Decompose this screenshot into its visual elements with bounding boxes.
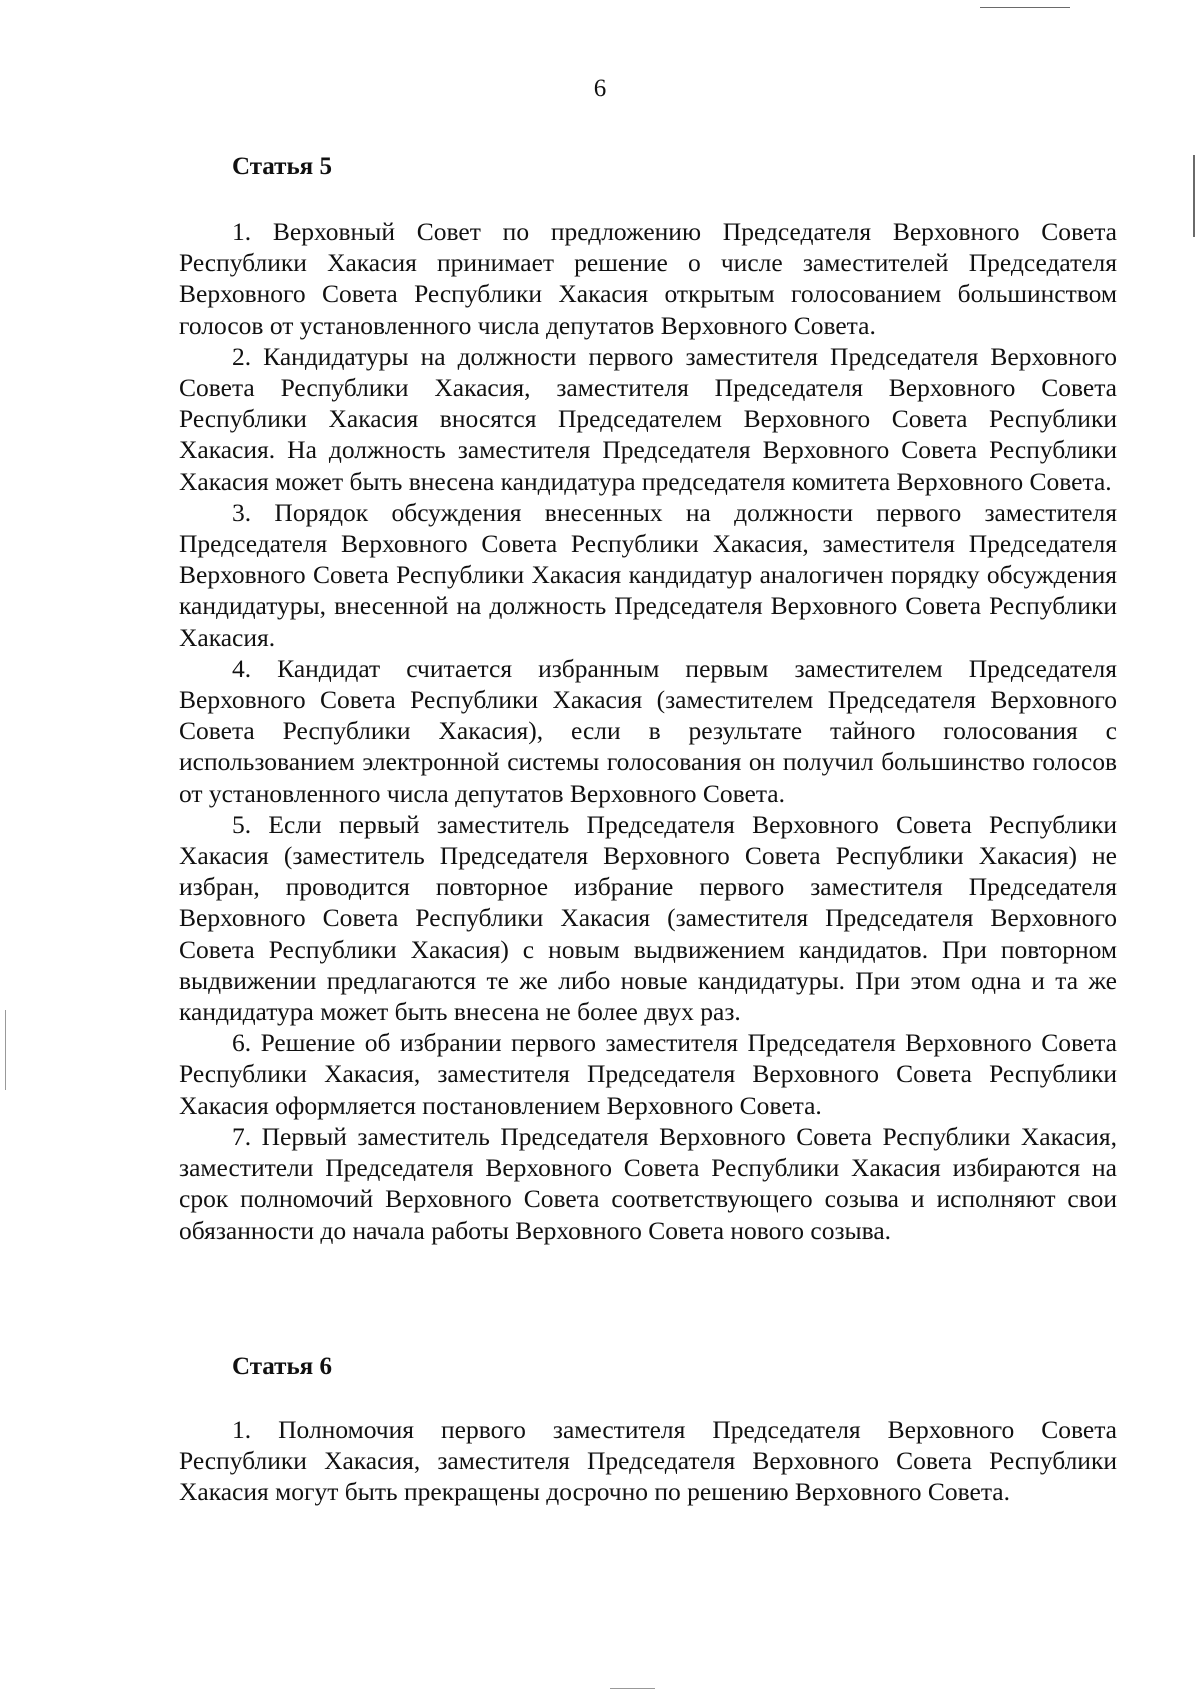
article-5-paragraph-5: 5. Если первый заместитель Председателя Верховного Совета Республики Хакасия (заместитель Председателя Верховного Совета Республики Хакасия) не избран, проводится повторное избрание первого заместителя Председателя Верховного Совета Республики Хакасия (заместителя Председателя Верховного Совета Республики Хакасия) с новым выдвижением кандидатов. При повторном выдвижении предлагаются те же либо новые кандидатуры. При этом одна и та же кандидатура может быть внесена не более двух раз. (179, 809, 1117, 1027)
scan-edge-line-top (980, 7, 1070, 8)
article-6-body (179, 1414, 1117, 1508)
article-5-paragraph-3: 3. Порядок обсуждения внесенных на должности первого заместителя Председателя Верховного Совета Республики Хакасия, заместителя Председателя Верховного Совета Республики Хакасия кандидатур аналогичен порядку обсуждения кандидатуры, внесенной на должность Председателя Верховного Совета Республики Хакасия. (179, 497, 1117, 652)
scan-edge-line-right (1193, 155, 1195, 237)
article-6-heading: Статья 6 (232, 1353, 332, 1380)
article-5-paragraph-2: 2. Кандидатуры на должности первого заместителя Председателя Верховного Совета Республики Хакасия, заместителя Председателя Верховного Совета Республики Хакасия вносятся Председателем Верховного Совета Республики Хакасия. На должность заместителя Председателя Верховного Совета Республики Хакасия может быть внесена кандидатура председателя комитета Верховного Совета. (179, 341, 1117, 496)
article-5-heading: Статья 5 (232, 153, 332, 180)
article-5-body (179, 216, 1117, 1246)
article-5-paragraph-6: 6. Решение об избрании первого заместителя Председателя Верховного Совета Республики Хакасия, заместителя Председателя Верховного Совета Республики Хакасия оформляется постановлением Верховного Совета. (179, 1028, 1117, 1120)
article-5-paragraph-7: 7. Первый заместитель Председателя Верховного Совета Республики Хакасия, заместители Председателя Верховного Совета Республики Хакасия избираются на срок полномочий Верховного Совета соответствующего созыва и исполняют свои обязанности до начала работы Верховного Совета нового созыва. (179, 1121, 1117, 1245)
article-5-paragraph-4: 4. Кандидат считается избранным первым заместителем Председателя Верховного Совета Республики Хакасия (заместителем Председателя Верховного Совета Республики Хакасия), если в результате тайного голосования с использованием электронной системы голосования он получил большинство голосов от установленного числа депутатов Верховного Совета. (179, 653, 1117, 808)
scan-edge-line-bottom (610, 1688, 655, 1689)
scan-edge-mark-left (5, 1010, 6, 1090)
page-number: 6 (593, 75, 607, 102)
article-6-paragraph-1: 1. Полномочия первого заместителя Председателя Верховного Совета Республики Хакасия, заместителя Председателя Верховного Совета Республики Хакасия могут быть прекращены досрочно по решению Верховного Совета. (179, 1415, 1117, 1507)
article-5-paragraph-1: 1. Верховный Совет по предложению Председателя Верховного Совета Республики Хакасия принимает решение о числе заместителей Председателя Верховного Совета Республики Хакасия открытым голосованием большинством голосов от установленного числа депутатов Верховного Совета. (179, 217, 1117, 340)
